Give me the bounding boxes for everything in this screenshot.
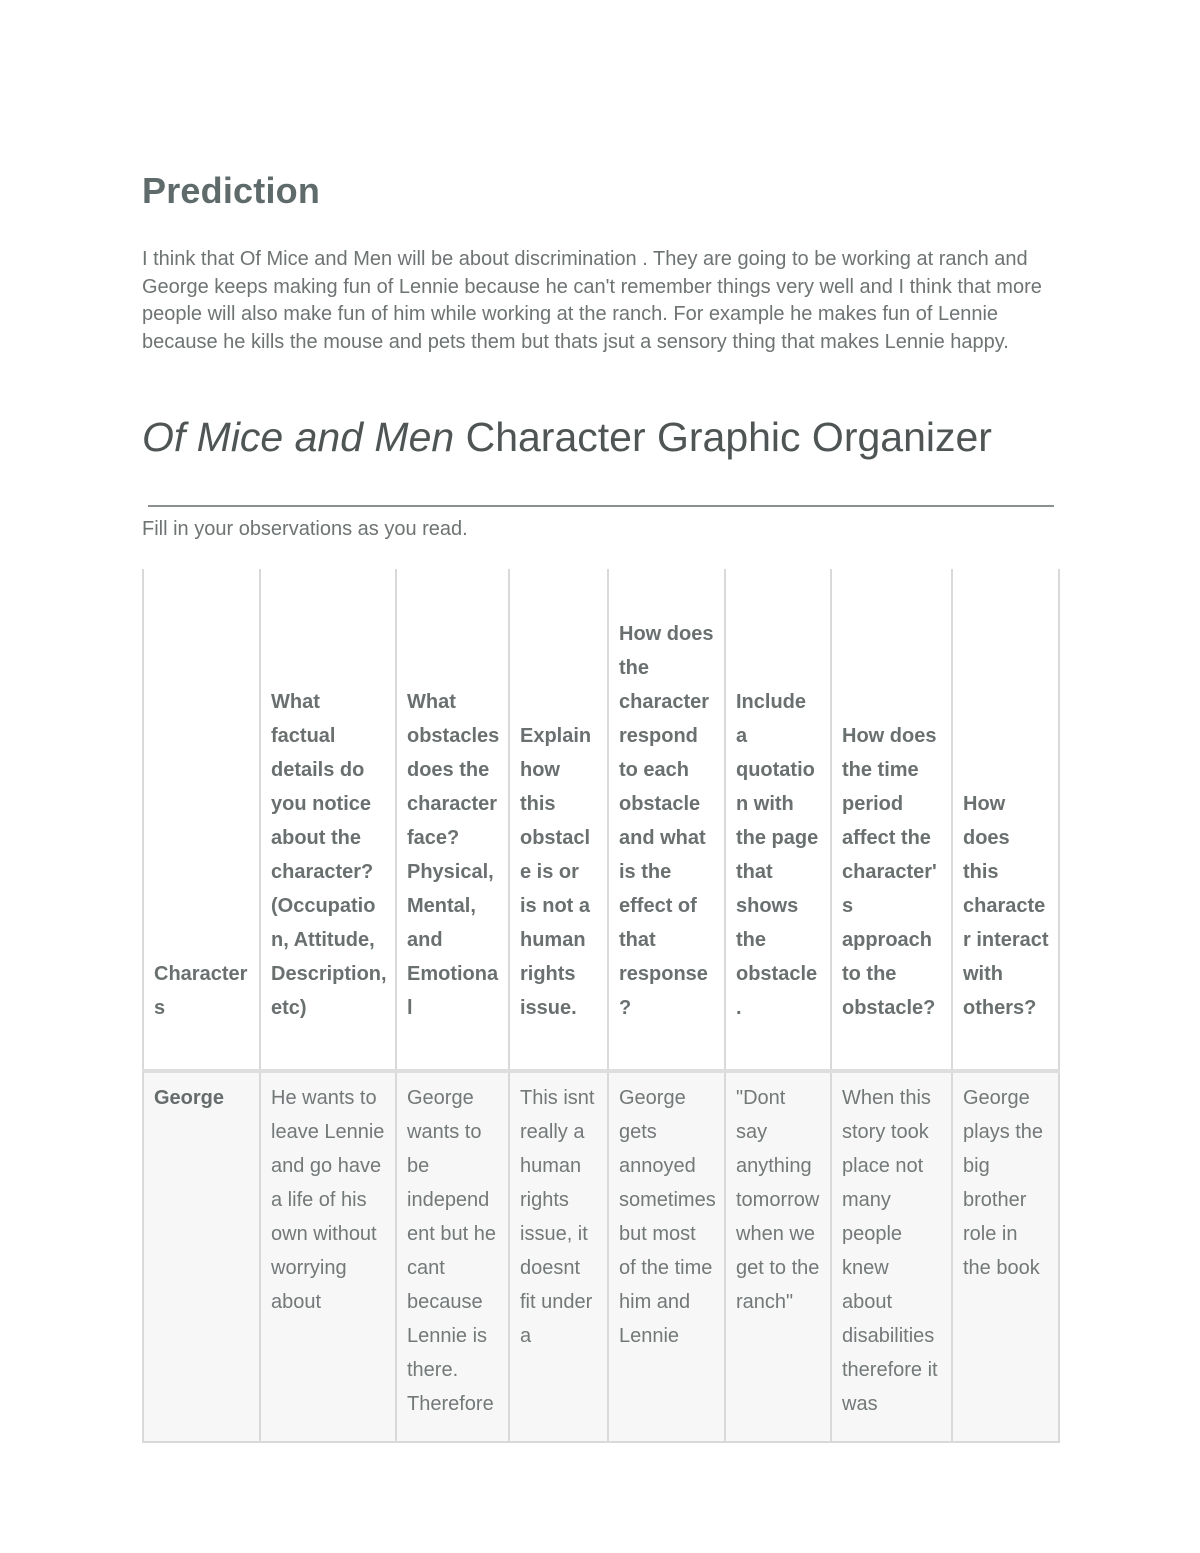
cell-obstacles: George wants to be independent but he cant because Lennie is there. Therefore xyxy=(396,1071,509,1442)
cell-response: George gets annoyed sometimes but most of the time him and Lennie xyxy=(608,1071,725,1442)
prediction-paragraph: I think that Of Mice and Men will be about discrimination . They are going to be working at ranch and George keeps making fun of Lennie because he can't remember things very well and I think that more people will also make fun of him while working at the ranch. For example he makes fun of Lennie because he kills the mouse and pets them but thats jsut a sensory thing that makes Lennie happy. xyxy=(142,248,1042,353)
header-characters: Characters xyxy=(143,569,260,1071)
header-response: How does the character respond to each obstacle and what is the effect of that response? xyxy=(608,569,725,1071)
cell-quotation: "Dont say anything tomorrow when we get to the ranch" xyxy=(725,1071,831,1442)
header-quotation: Include a quotation with the page that shows the obstacle. xyxy=(725,569,831,1071)
organizer-title-book: Of Mice and Men xyxy=(142,414,455,460)
cell-factual-details: He wants to leave Lennie and go have a life of his own without worrying about xyxy=(260,1071,396,1442)
cell-interaction: George plays the big brother role in the book xyxy=(952,1071,1059,1442)
instructions-text: Fill in your observations as you read. xyxy=(142,518,468,540)
cell-time-period: When this story took place not many people knew about disabilities therefore it was xyxy=(831,1071,952,1442)
header-time-period: How does the time period affect the character's approach to the obstacle? xyxy=(831,569,952,1071)
header-human-rights: Explain how this obstacle is or is not a human rights issue. xyxy=(509,569,608,1071)
organizer-title-rest: Character Graphic Organizer xyxy=(454,414,992,460)
prediction-heading: Prediction xyxy=(142,170,321,211)
header-factual-details: What factual details do you notice about the character? (Occupation, Attitude, Description, etc) xyxy=(260,569,396,1071)
organizer-title xyxy=(142,414,992,461)
cell-character-name: George xyxy=(143,1071,260,1442)
header-interaction: How does this character interact with others? xyxy=(952,569,1059,1071)
header-obstacles: What obstacles does the character face? Physical, Mental, and Emotional xyxy=(396,569,509,1071)
title-divider xyxy=(148,505,1054,507)
cell-human-rights: This isnt really a human rights issue, it doesnt fit under a xyxy=(509,1071,608,1442)
table-header-row xyxy=(143,569,1059,1071)
table-row xyxy=(143,1071,1059,1442)
character-organizer-table xyxy=(142,569,1060,1443)
